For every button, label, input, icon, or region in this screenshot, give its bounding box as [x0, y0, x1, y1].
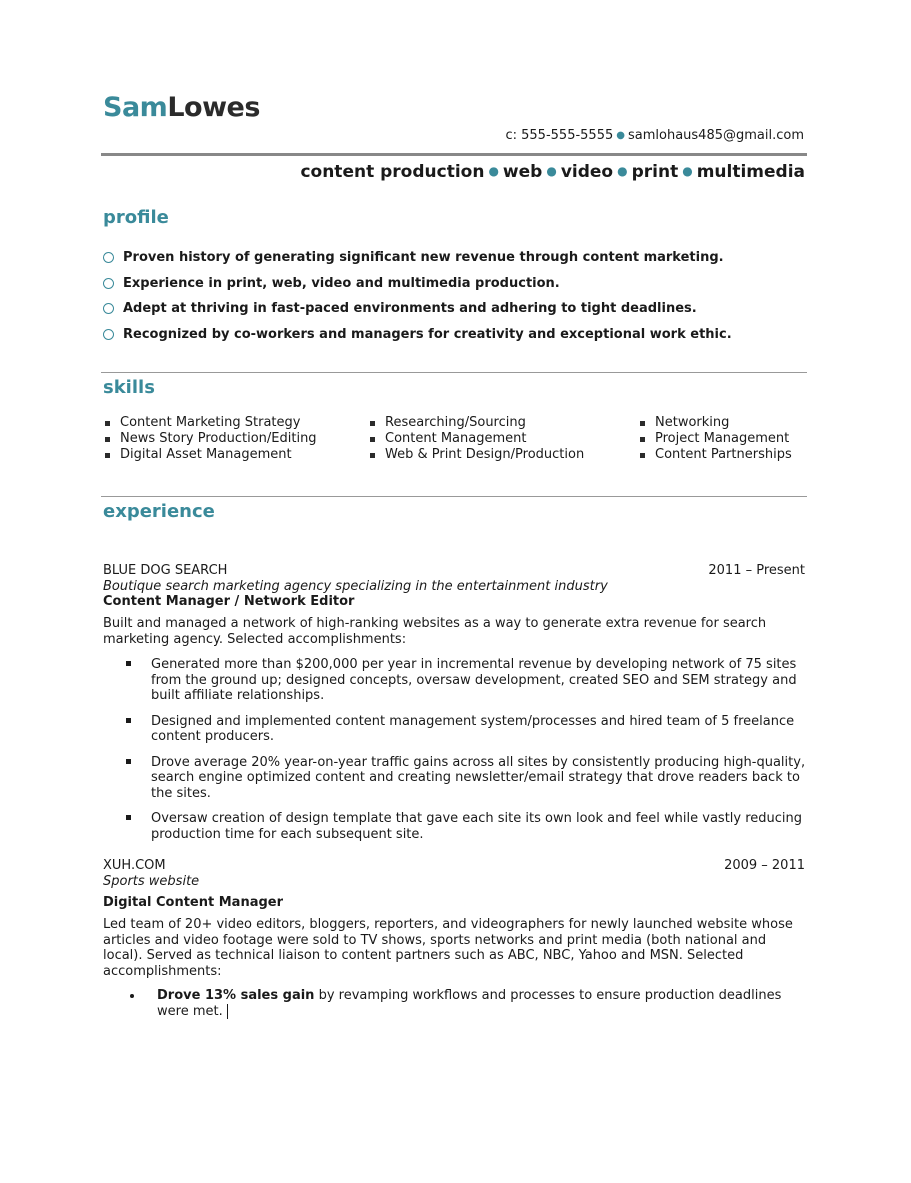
- skills-heading: skills: [103, 377, 155, 398]
- circle-bullet-icon: [103, 303, 114, 314]
- square-bullet-icon: [370, 453, 375, 458]
- job-title: Content Manager / Network Editor: [103, 594, 355, 609]
- square-bullet-icon: [640, 453, 645, 458]
- specialty: content production: [300, 162, 485, 182]
- last-name: Lowes: [167, 92, 260, 123]
- circle-bullet-icon: [103, 329, 114, 340]
- skill-item: Content Partnerships: [640, 447, 792, 463]
- square-bullet-icon: [105, 437, 110, 442]
- separator-dot-icon: ●: [546, 164, 557, 178]
- skills-column-3: [640, 415, 792, 463]
- profile-item: Recognized by co-workers and managers for creativity and exceptional work ethic.: [103, 322, 823, 348]
- company-name: BLUE DOG SEARCH: [103, 563, 228, 578]
- job-header: [103, 858, 805, 873]
- profile-item: Adept at thriving in fast-paced environments and adhering to tight deadlines.: [103, 296, 823, 322]
- skill-item: News Story Production/Editing: [105, 431, 317, 447]
- specialty: video: [560, 162, 614, 182]
- job-dates: 2011 – Present: [708, 563, 805, 578]
- skill-item: Project Management: [640, 431, 792, 447]
- square-bullet-icon: [126, 661, 131, 666]
- accomplishment-item: Designed and implemented content management system/processes and hired team of 5 freelance content producers.: [124, 714, 814, 745]
- specialties-line: [300, 162, 805, 182]
- specialty: web: [502, 162, 543, 182]
- circle-bullet-icon: [103, 278, 114, 289]
- text-cursor: [227, 1004, 228, 1019]
- separator-dot-icon: ●: [616, 130, 625, 141]
- skill-item: Digital Asset Management: [105, 447, 317, 463]
- job-summary: Built and managed a network of high-ranking websites as a way to generate extra revenue for search marketing agency. Selected accomplishments:: [103, 616, 767, 647]
- skill-item: Networking: [640, 415, 792, 431]
- header-divider: [101, 153, 807, 156]
- square-bullet-icon: [640, 421, 645, 426]
- profile-item: Experience in print, web, video and multimedia production.: [103, 271, 823, 297]
- job-title: Digital Content Manager: [103, 895, 284, 910]
- square-bullet-icon: [105, 421, 110, 426]
- skill-item: Researching/Sourcing: [370, 415, 584, 431]
- square-bullet-icon: [126, 718, 131, 723]
- candidate-name: [103, 92, 260, 123]
- square-bullet-icon: [370, 421, 375, 426]
- job-dates: 2009 – 2011: [724, 858, 805, 873]
- contact-line: [505, 128, 804, 143]
- profile-item: Proven history of generating significant new revenue through content marketing.: [103, 245, 823, 271]
- accomplishments-list: [124, 657, 814, 842]
- separator-dot-icon: ●: [488, 164, 499, 178]
- email[interactable]: samlohaus485@gmail.com: [627, 128, 804, 143]
- accomplishments-list: [127, 988, 787, 1019]
- accomplishment-item: Drove 13% sales gain by revamping workflows and processes to ensure production deadlines were met.: [127, 988, 787, 1019]
- job-summary: Led team of 20+ video editors, bloggers, reporters, and videographers for newly launched website whose articles and video footage were sold to TV shows, sports networks and print media (both national and local). Served as technical liaison to content partners such as ABC, NBC, Yahoo and MSN. Selected accomplishments:: [103, 917, 793, 979]
- specialty: multimedia: [696, 162, 805, 182]
- separator-dot-icon: ●: [617, 164, 628, 178]
- skill-item: Web & Print Design/Production: [370, 447, 584, 463]
- company-name: XUH.COM: [103, 858, 166, 873]
- profile-heading: profile: [103, 207, 169, 228]
- skill-item: Content Management: [370, 431, 584, 447]
- skills-column-2: [370, 415, 584, 463]
- phone: c: 555-555-5555: [505, 128, 614, 143]
- company-description: Boutique search marketing agency specializing in the entertainment industry: [103, 579, 608, 594]
- square-bullet-icon: [126, 815, 131, 820]
- profile-divider: [101, 372, 807, 373]
- skills-divider: [101, 496, 807, 497]
- square-bullet-icon: [640, 437, 645, 442]
- accomplishment-item: Generated more than $200,000 per year in incremental revenue by developing network of 75 sites from the ground up; designed concepts, oversaw development, created SEO and SEM strategy and built affiliate relationships.: [124, 657, 814, 704]
- square-bullet-icon: [370, 437, 375, 442]
- square-bullet-icon: [126, 759, 131, 764]
- square-bullet-icon: [105, 453, 110, 458]
- experience-heading: experience: [103, 501, 215, 522]
- accomplishment-item: Oversaw creation of design template that gave each site its own look and feel while vastly reducing production time for each subsequent site.: [124, 811, 814, 842]
- skill-item: Content Marketing Strategy: [105, 415, 317, 431]
- profile-list: [103, 245, 823, 347]
- skills-column-1: [105, 415, 317, 463]
- circle-bullet-icon: [103, 252, 114, 263]
- job-header: [103, 563, 805, 578]
- company-description: Sports website: [103, 874, 200, 889]
- separator-dot-icon: ●: [682, 164, 693, 178]
- accomplishment-item: Drove average 20% year-on-year traffic gains across all sites by consistently producing high-quality, search engine optimized content and creating newsletter/email strategy that drove readers back to the sites.: [124, 755, 814, 802]
- specialty: print: [631, 162, 679, 182]
- first-name: Sam: [103, 92, 168, 123]
- round-bullet-icon: [130, 994, 134, 998]
